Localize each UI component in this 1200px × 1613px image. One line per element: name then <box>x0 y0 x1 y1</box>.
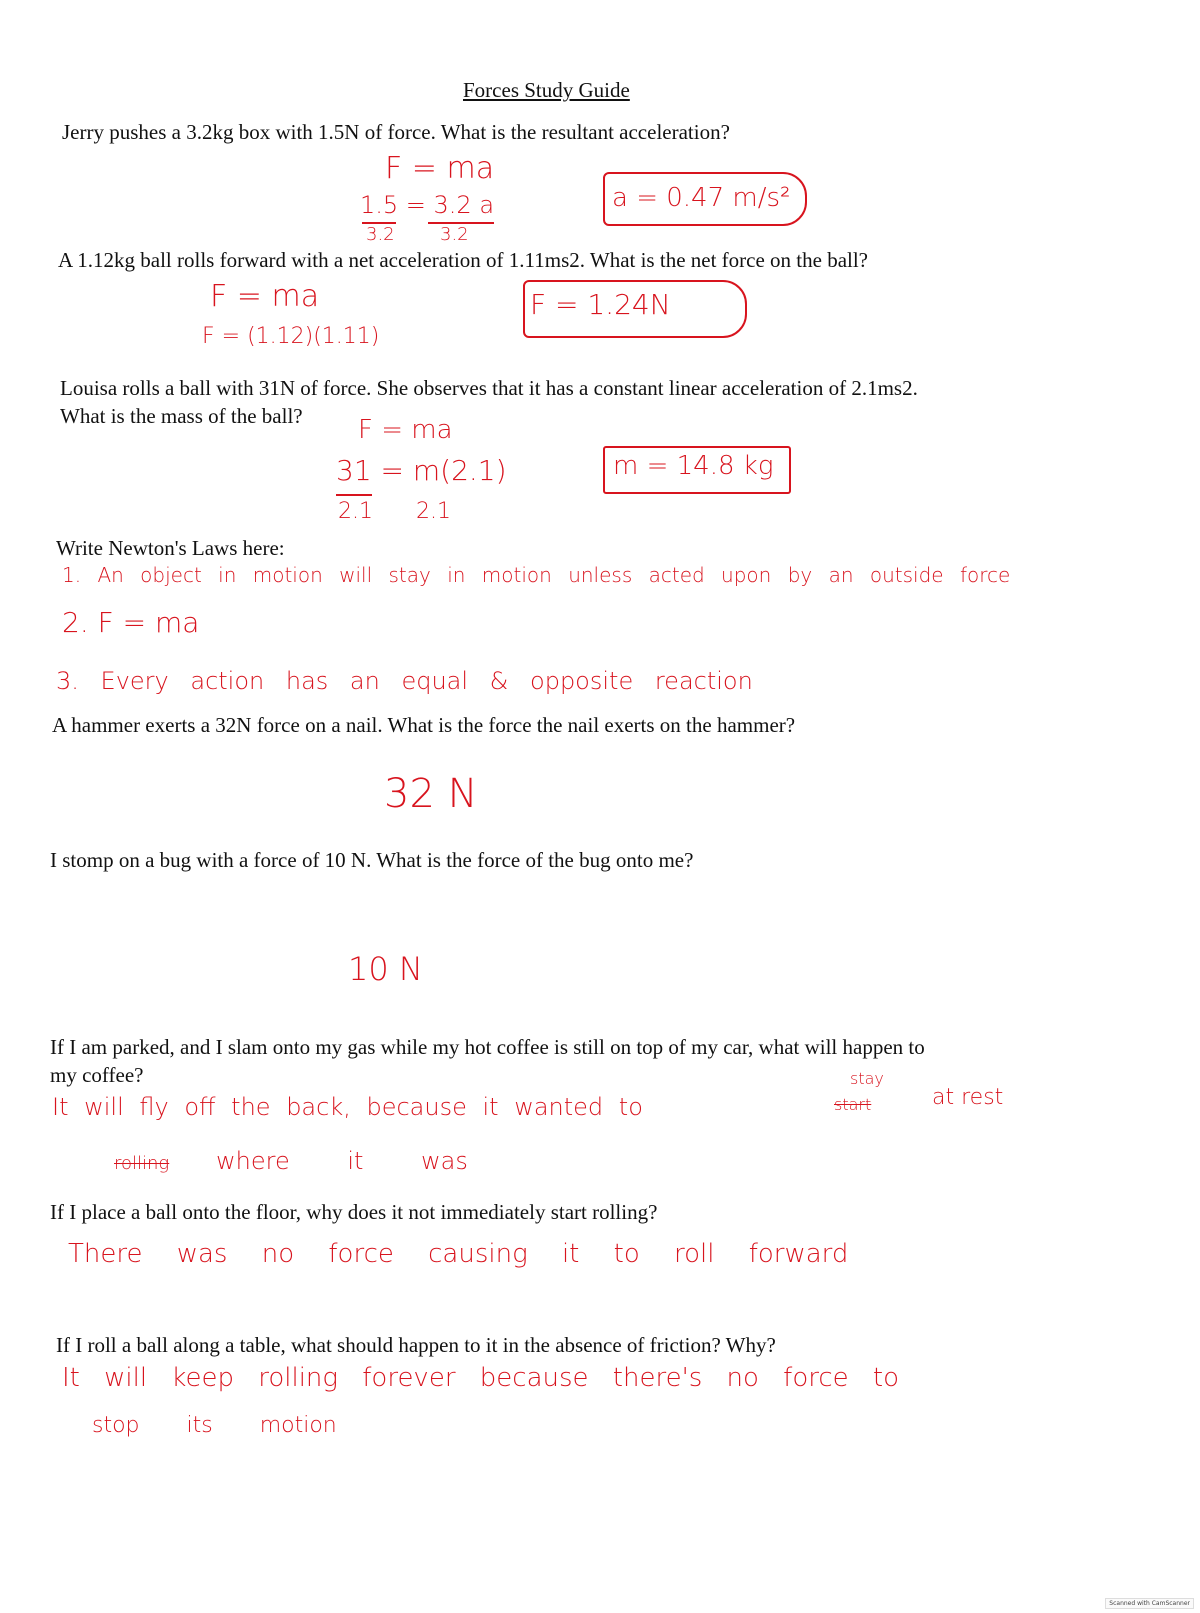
q7-answer: It will fly off the back, because it wanted to <box>52 1093 643 1121</box>
question-6: I stomp on a bug with a force of 10 N. What is the force of the bug onto me? <box>50 848 694 872</box>
q7-struck-word: rolling <box>114 1153 170 1174</box>
q7-answer-line2: where it was <box>216 1147 468 1175</box>
question-3-cont: What is the mass of the ball? <box>60 404 303 428</box>
law-3: 3. Every action has an equal & opposite reaction <box>56 667 753 695</box>
q7-answer-end: at rest <box>932 1085 1004 1110</box>
question-3: Louisa rolls a ball with 31N of force. She observes that it has a constant linear acceleration of 2.1ms2. <box>60 376 918 400</box>
q2-formula: F = ma <box>210 279 320 314</box>
q1-answer: a = 0.47 m/s² <box>612 183 791 213</box>
camscanner-watermark: Scanned with CamScanner <box>1105 1598 1194 1609</box>
q8-answer: There was no force causing it to roll forward <box>68 1239 849 1269</box>
q6-answer: 10 N <box>348 950 423 988</box>
question-2: A 1.12kg ball rolls forward with a net acceleration of 1.11ms2. What is the net force on the ball? <box>58 248 869 272</box>
question-7-cont: my coffee? <box>50 1063 144 1087</box>
q3-divisor: 2.1 <box>338 499 373 524</box>
question-1: Jerry pushes a 3.2kg box with 1.5N of force. What is the resultant acceleration? <box>62 120 730 144</box>
q1-formula: F = ma <box>385 151 495 186</box>
q3-formula: F = ma <box>358 415 453 445</box>
question-4: Write Newton's Laws here: <box>56 536 285 560</box>
q3-equation: 31 = m(2.1) <box>336 454 507 487</box>
q7-inserted-word: stay <box>850 1069 884 1088</box>
q2-equation: F = (1.12)(1.11) <box>202 324 380 349</box>
question-5: A hammer exerts a 32N force on a nail. What is the force the nail exerts on the hammer? <box>52 713 796 737</box>
q5-answer: 32 N <box>384 771 478 817</box>
q7-struck-word: start <box>834 1095 872 1114</box>
q9-answer-line2: stop its motion <box>92 1413 337 1438</box>
q3-answer: m = 14.8 kg <box>613 451 774 481</box>
q1-divisor: 3.2 <box>440 224 469 245</box>
law-2: 2. F = ma <box>62 606 200 639</box>
page-title: Forces Study Guide <box>463 78 630 102</box>
fraction-bar <box>336 494 372 496</box>
q3-divisor: 2.1 <box>416 499 451 524</box>
q1-divisor: 3.2 <box>366 224 395 245</box>
question-9: If I roll a ball along a table, what should happen to it in the absence of friction? Why? <box>56 1333 776 1357</box>
question-8: If I place a ball onto the floor, why does it not immediately start rolling? <box>50 1200 658 1224</box>
q2-answer: F = 1.24N <box>530 288 671 321</box>
law-1: 1. An object in motion will stay in motion unless acted upon by an outside force <box>62 563 1011 587</box>
q9-answer: It will keep rolling forever because there's no force to <box>62 1363 900 1393</box>
q1-equation: 1.5 = 3.2 a <box>360 191 495 219</box>
question-7: If I am parked, and I slam onto my gas while my hot coffee is still on top of my car, what will happen to <box>50 1035 925 1059</box>
